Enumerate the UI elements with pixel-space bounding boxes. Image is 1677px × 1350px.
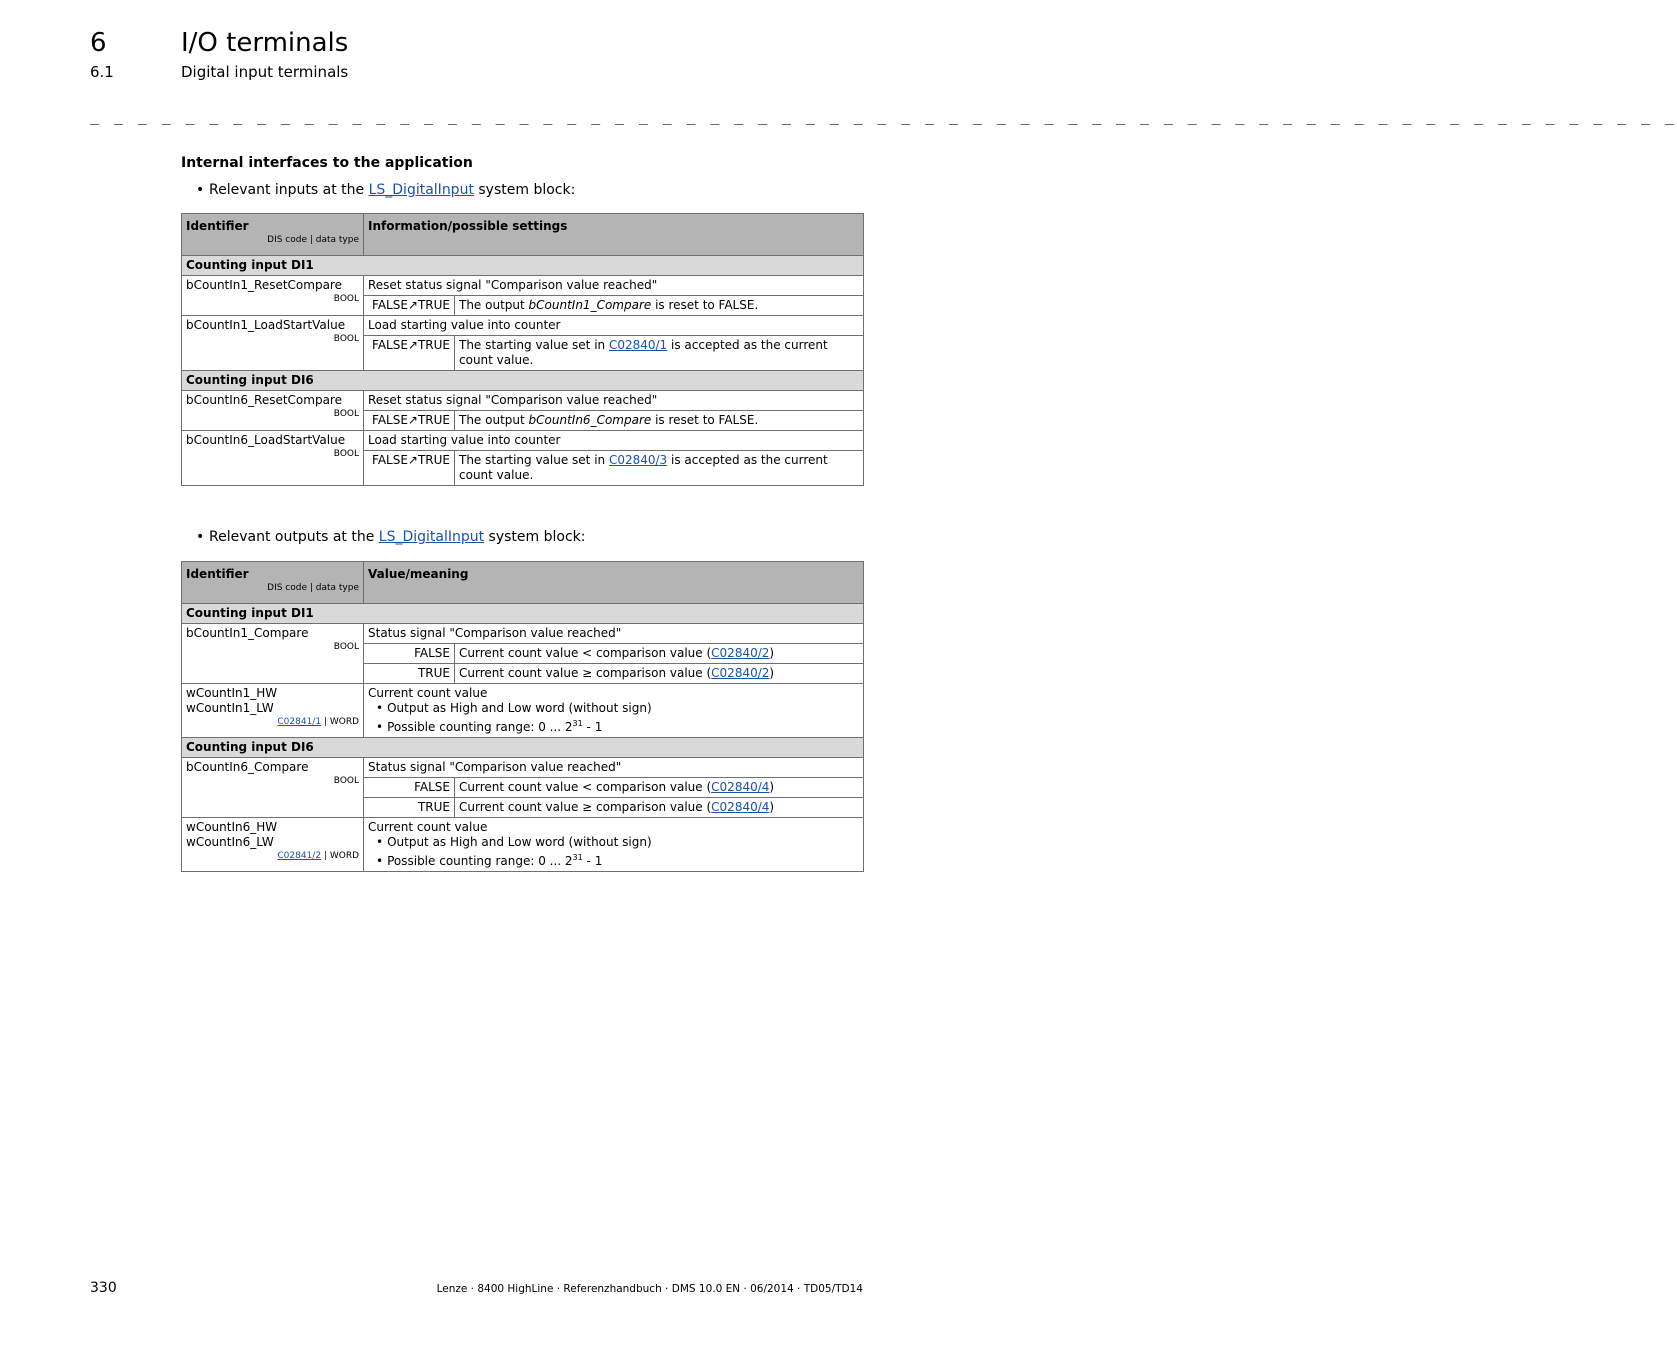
list-item: [376, 716, 859, 735]
desc-text: The output: [459, 298, 529, 312]
desc-text: Current count value ≥ comparison value (: [459, 800, 712, 814]
value-key: FALSE↗TRUE: [364, 411, 455, 431]
list-item: • Output as High and Low word (without sign): [376, 835, 859, 850]
bullet-text-post: system block:: [473, 182, 576, 198]
bullet-glyph: •: [196, 529, 205, 545]
identifier-name: bCountIn1_ResetCompare: [186, 278, 342, 292]
code-link[interactable]: C02840/1: [608, 338, 668, 352]
info-cell: Status signal "Comparison value reached": [364, 758, 864, 778]
data-type: BOOL: [333, 294, 359, 304]
code-link[interactable]: C02840/2: [711, 666, 770, 680]
code-link[interactable]: C02840/4: [711, 800, 770, 814]
section-title: Digital input terminals: [181, 63, 349, 81]
group-row: [182, 256, 864, 276]
identifier-cell: [182, 758, 364, 818]
chapter-title: I/O terminals: [181, 28, 349, 58]
group-row: [182, 738, 864, 758]
table-row: [182, 316, 864, 336]
code-link[interactable]: C02840/4: [711, 780, 770, 794]
info-cell: Reset status signal "Comparison value reached": [364, 391, 864, 411]
desc-text: ): [769, 780, 775, 794]
value-description: [455, 664, 864, 684]
data-type: [186, 716, 359, 728]
col-identifier-label: Identifier: [186, 219, 249, 233]
ls-digitalinput-link[interactable]: LS_DigitalInput: [378, 529, 485, 545]
desc-text: ): [769, 646, 775, 660]
col-identifier-sub: DIS code | data type: [267, 235, 359, 245]
desc-text: is accepted as the current count value.: [459, 453, 828, 482]
table-row: [182, 818, 864, 872]
desc-text: ): [769, 800, 775, 814]
value-key: TRUE: [364, 664, 455, 684]
value-description: [455, 451, 864, 486]
desc-text: The output: [459, 413, 529, 427]
page-number: 330: [90, 1280, 117, 1296]
identifier-name: wCountIn6_LW: [186, 835, 274, 849]
bullet-text-pre: Relevant outputs at the: [209, 529, 379, 545]
identifier-name: bCountIn6_LoadStartValue: [186, 433, 346, 447]
info-cell: Reset status signal "Comparison value reached": [364, 276, 864, 296]
bullet-outputs: [196, 529, 586, 545]
info-list: [368, 835, 859, 869]
data-type: BOOL: [333, 642, 359, 652]
info-cell: Status signal "Comparison value reached": [364, 624, 864, 644]
value-key: FALSE: [364, 778, 455, 798]
identifier-name: bCountIn6_Compare: [186, 760, 309, 774]
bullet-text-post: system block:: [484, 529, 586, 545]
identifier-cell: [182, 431, 364, 486]
table-header-row: [182, 562, 864, 604]
value-description: [455, 296, 864, 316]
type-text: | WORD: [321, 717, 359, 727]
bullet-text-pre: Relevant inputs at the: [209, 182, 369, 198]
identifier-cell: [182, 684, 364, 738]
col-identifier-label: Identifier: [186, 567, 249, 581]
group-di6: Counting input DI6: [182, 371, 864, 391]
footer-meta: Lenze · 8400 HighLine · Referenzhandbuch · DMS 10.0 EN · 06/2014 · TD05/TD14: [436, 1283, 863, 1295]
range-text: Possible counting range: 0 ... 2: [387, 854, 573, 868]
desc-text: is reset to FALSE.: [651, 413, 759, 427]
identifier-name: wCountIn1_LW: [186, 701, 274, 715]
value-key: FALSE: [364, 644, 455, 664]
desc-text: ): [769, 666, 775, 680]
group-di6: Counting input DI6: [182, 738, 864, 758]
list-item: • Output as High and Low word (without sign): [376, 701, 859, 716]
type-text: | WORD: [321, 851, 359, 861]
table-row: [182, 684, 864, 738]
sub-heading: Internal interfaces to the application: [181, 155, 473, 171]
range-text: - 1: [582, 854, 603, 868]
info-text: Current count value: [368, 820, 488, 834]
range-exponent: 31: [572, 719, 583, 728]
table-row: [182, 391, 864, 411]
range-text: - 1: [582, 720, 603, 734]
identifier-cell: [182, 818, 364, 872]
value-key: FALSE↗TRUE: [364, 296, 455, 316]
col-identifier-sub: DIS code | data type: [267, 583, 359, 593]
group-di1: Counting input DI1: [182, 256, 864, 276]
identifier-cell: [182, 316, 364, 371]
info-cell: [364, 818, 864, 872]
table-header-row: [182, 214, 864, 256]
code-link[interactable]: C02840/2: [711, 646, 770, 660]
identifier-name: bCountIn1_Compare: [186, 626, 309, 640]
data-type: BOOL: [333, 334, 359, 344]
table-row: [182, 276, 864, 296]
col-identifier-header: [182, 562, 364, 604]
data-type: BOOL: [333, 776, 359, 786]
group-row: [182, 604, 864, 624]
desc-signal: bCountIn6_Compare: [528, 413, 652, 427]
value-key: FALSE↗TRUE: [364, 336, 455, 371]
data-type: BOOL: [333, 409, 359, 419]
ls-digitalinput-link[interactable]: LS_DigitalInput: [368, 182, 474, 198]
range-text: Possible counting range: 0 ... 2: [387, 720, 573, 734]
desc-signal: bCountIn1_Compare: [528, 298, 652, 312]
data-type: [186, 850, 359, 862]
bullet-inputs: [196, 182, 575, 198]
identifier-name: wCountIn1_HW: [186, 686, 278, 700]
group-di1: Counting input DI1: [182, 604, 864, 624]
table-row: [182, 758, 864, 778]
group-row: [182, 371, 864, 391]
info-text: Current count value: [368, 686, 488, 700]
desc-text: Current count value < comparison value (: [459, 646, 712, 660]
col-info-header: Information/possible settings: [364, 214, 864, 256]
code-link[interactable]: C02841/2: [277, 851, 322, 861]
table-row: [182, 431, 864, 451]
identifier-cell: [182, 276, 364, 316]
info-cell: Load starting value into counter: [364, 431, 864, 451]
value-description: [455, 411, 864, 431]
chapter-number: 6: [90, 28, 107, 58]
list-item: [376, 850, 859, 869]
info-cell: [364, 684, 864, 738]
desc-text: is reset to FALSE.: [651, 298, 759, 312]
desc-text: The starting value set in: [459, 338, 609, 352]
col-identifier-header: [182, 214, 364, 256]
value-key: TRUE: [364, 798, 455, 818]
value-description: [455, 778, 864, 798]
code-link[interactable]: C02840/3: [608, 453, 668, 467]
desc-text: Current count value < comparison value (: [459, 780, 712, 794]
identifier-name: bCountIn6_ResetCompare: [186, 393, 342, 407]
info-cell: Load starting value into counter: [364, 316, 864, 336]
value-key: FALSE↗TRUE: [364, 451, 455, 486]
section-number: 6.1: [90, 63, 114, 81]
identifier-name: wCountIn6_HW: [186, 820, 278, 834]
desc-text: is accepted as the current count value.: [459, 338, 828, 367]
outputs-table: [181, 561, 864, 872]
code-link[interactable]: C02841/1: [277, 717, 322, 727]
value-description: [455, 798, 864, 818]
desc-text: Current count value ≥ comparison value (: [459, 666, 712, 680]
range-exponent: 31: [572, 853, 583, 862]
data-type: BOOL: [333, 449, 359, 459]
value-description: [455, 644, 864, 664]
info-list: [368, 701, 859, 735]
table-row: [182, 624, 864, 644]
identifier-cell: [182, 624, 364, 684]
bullet-glyph: •: [196, 182, 205, 198]
value-description: [455, 336, 864, 371]
desc-text: The starting value set in: [459, 453, 609, 467]
header-separator: _ _ _ _ _ _ _ _ _ _ _ _ _ _ _ _ _ _ _ _ _ _ _ _ _ _ _ _ _ _ _ _ _ _ _ _ _ _ _ _ _ _ _ _ _ _ _ _ _ _ _ _ _ _ _ _ _ _ _ _ _ _ _ _ _ _ _: [90, 107, 1677, 125]
col-value-header: Value/meaning: [364, 562, 864, 604]
identifier-cell: [182, 391, 364, 431]
identifier-name: bCountIn1_LoadStartValue: [186, 318, 346, 332]
inputs-table: [181, 213, 864, 486]
